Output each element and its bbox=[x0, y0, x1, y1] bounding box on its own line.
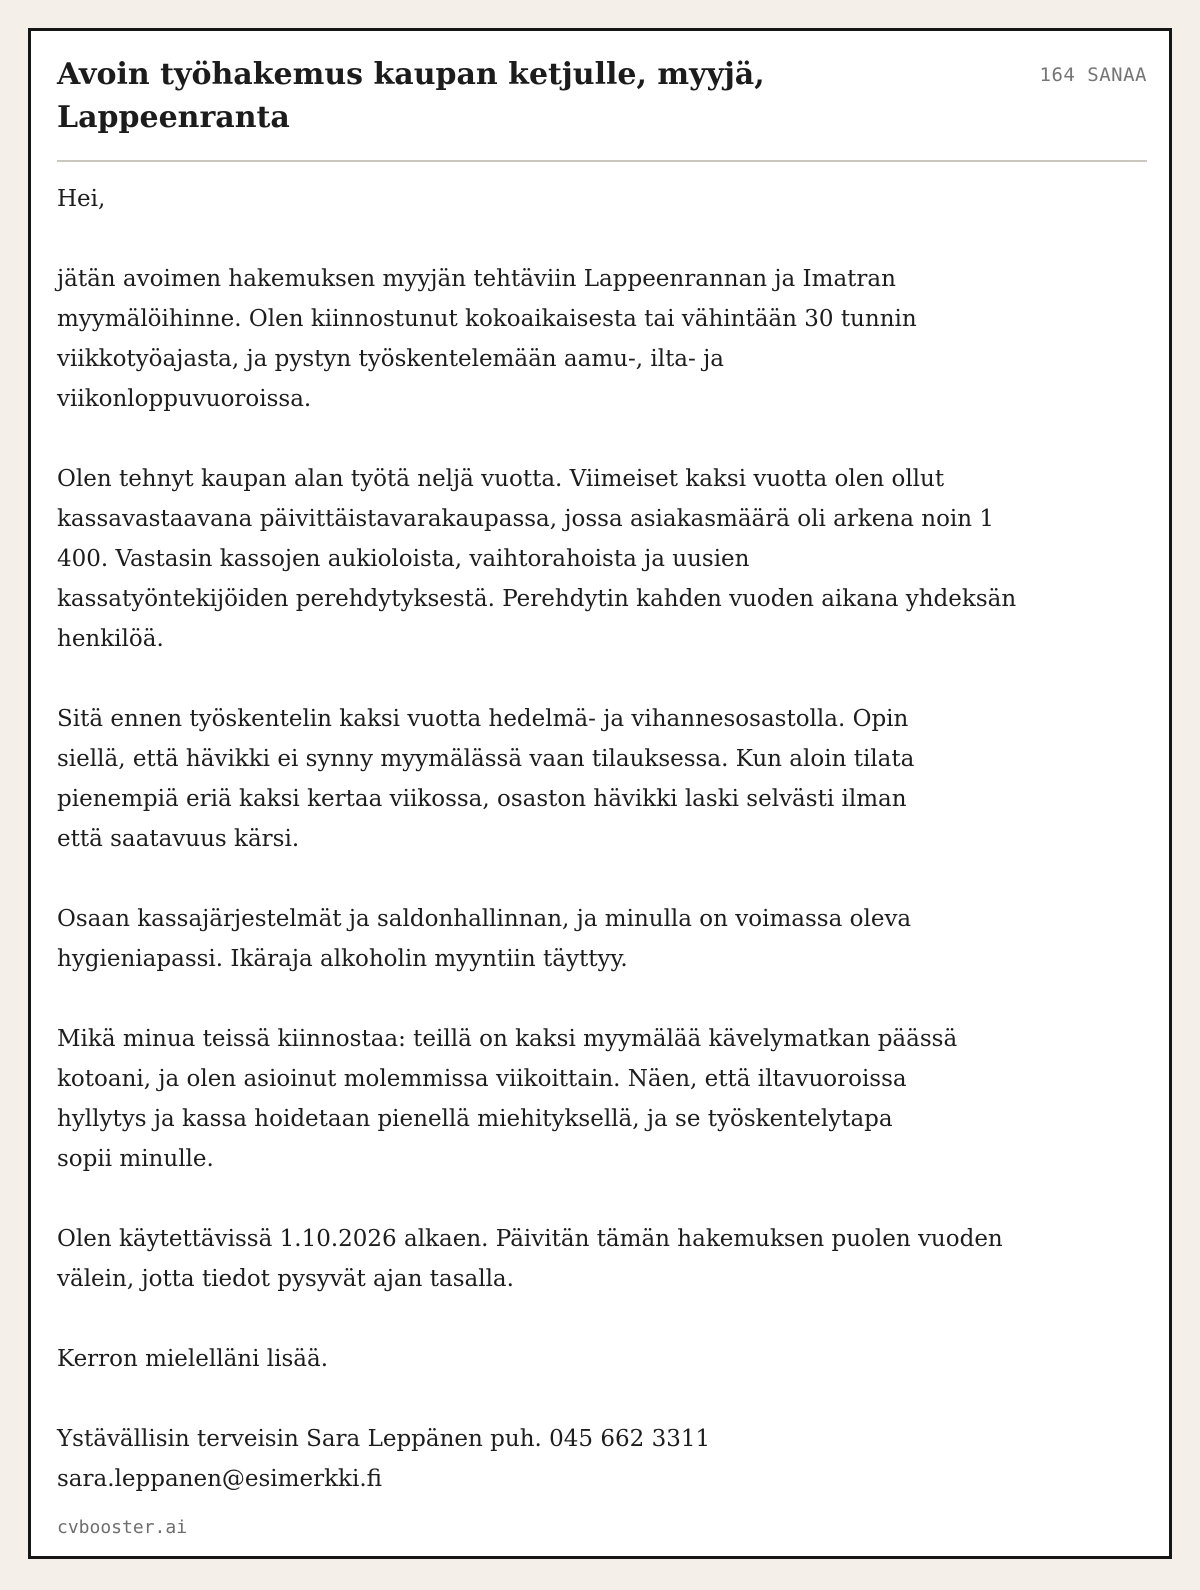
letter-signature: Ystävällisin terveisin Sara Leppänen puh. 045 662 3311 sara.leppanen@esimerkki.fi bbox=[57, 1426, 711, 1492]
header-divider bbox=[57, 160, 1147, 162]
letter-body bbox=[57, 179, 1057, 1499]
footer-brand: cvbooster.ai bbox=[57, 1517, 188, 1538]
letter-greeting: Hei, bbox=[57, 186, 106, 212]
letter-paragraph: Mikä minua teissä kiinnostaa: teillä on kaksi myymälää kävelymatkan päässä kotoani, ja olen asioinut molemmissa viikoittain. Näen, että iltavuoroissa hyllytys ja kassa hoidetaan pienellä miehityksellä, ja se työskentelytapa sopii minulle. bbox=[57, 1026, 958, 1172]
document-header bbox=[57, 53, 1147, 163]
document-title: Avoin työhakemus kaupan ketjulle, myyjä, Lappeenranta bbox=[57, 57, 765, 135]
word-count-label: 164 SANAA bbox=[1039, 64, 1147, 86]
letter-paragraph: Sitä ennen työskentelin kaksi vuotta hedelmä- ja vihannesosastolla. Opin siellä, että hävikki ei synny myymälässä vaan tilauksessa. Kun aloin tilata pienempiä eriä kaksi kertaa viikossa, osaston hävikki laski selvästi ilman että saatavuus kärsi. bbox=[57, 706, 915, 852]
document-card bbox=[28, 28, 1172, 1559]
letter-paragraph: Olen käytettävissä 1.10.2026 alkaen. Päivitän tämän hakemuksen puolen vuoden välein, jotta tiedot pysyvät ajan tasalla. bbox=[57, 1226, 1003, 1292]
letter-paragraph: Olen tehnyt kaupan alan työtä neljä vuotta. Viimeiset kaksi vuotta olen ollut kassavastaavana päivittäistavarakaupassa, jossa asiakasmäärä oli arkena noin 1 400. Vastasin kassojen aukioloista, vaihtorahoista ja uusien kassatyöntekijöiden perehdytyksestä. Perehdytin kahden vuoden aikana yhdeksän henkilöä. bbox=[57, 466, 1017, 652]
letter-paragraph: jätän avoimen hakemuksen myyjän tehtäviin Lappeenrannan ja Imatran myymälöihinne. Olen kiinnostunut kokoaikaisesta tai vähintään 30 tunnin viikkotyöajasta, ja pystyn työskentelemään aamu-, ilta- ja viikonloppuvuoroissa. bbox=[57, 266, 917, 412]
letter-paragraph: Kerron mielelläni lisää. bbox=[57, 1346, 329, 1372]
letter-paragraph: Osaan kassajärjestelmät ja saldonhallinnan, ja minulla on voimassa oleva hygieniapassi. Ikäraja alkoholin myyntiin täyttyy. bbox=[57, 906, 912, 972]
